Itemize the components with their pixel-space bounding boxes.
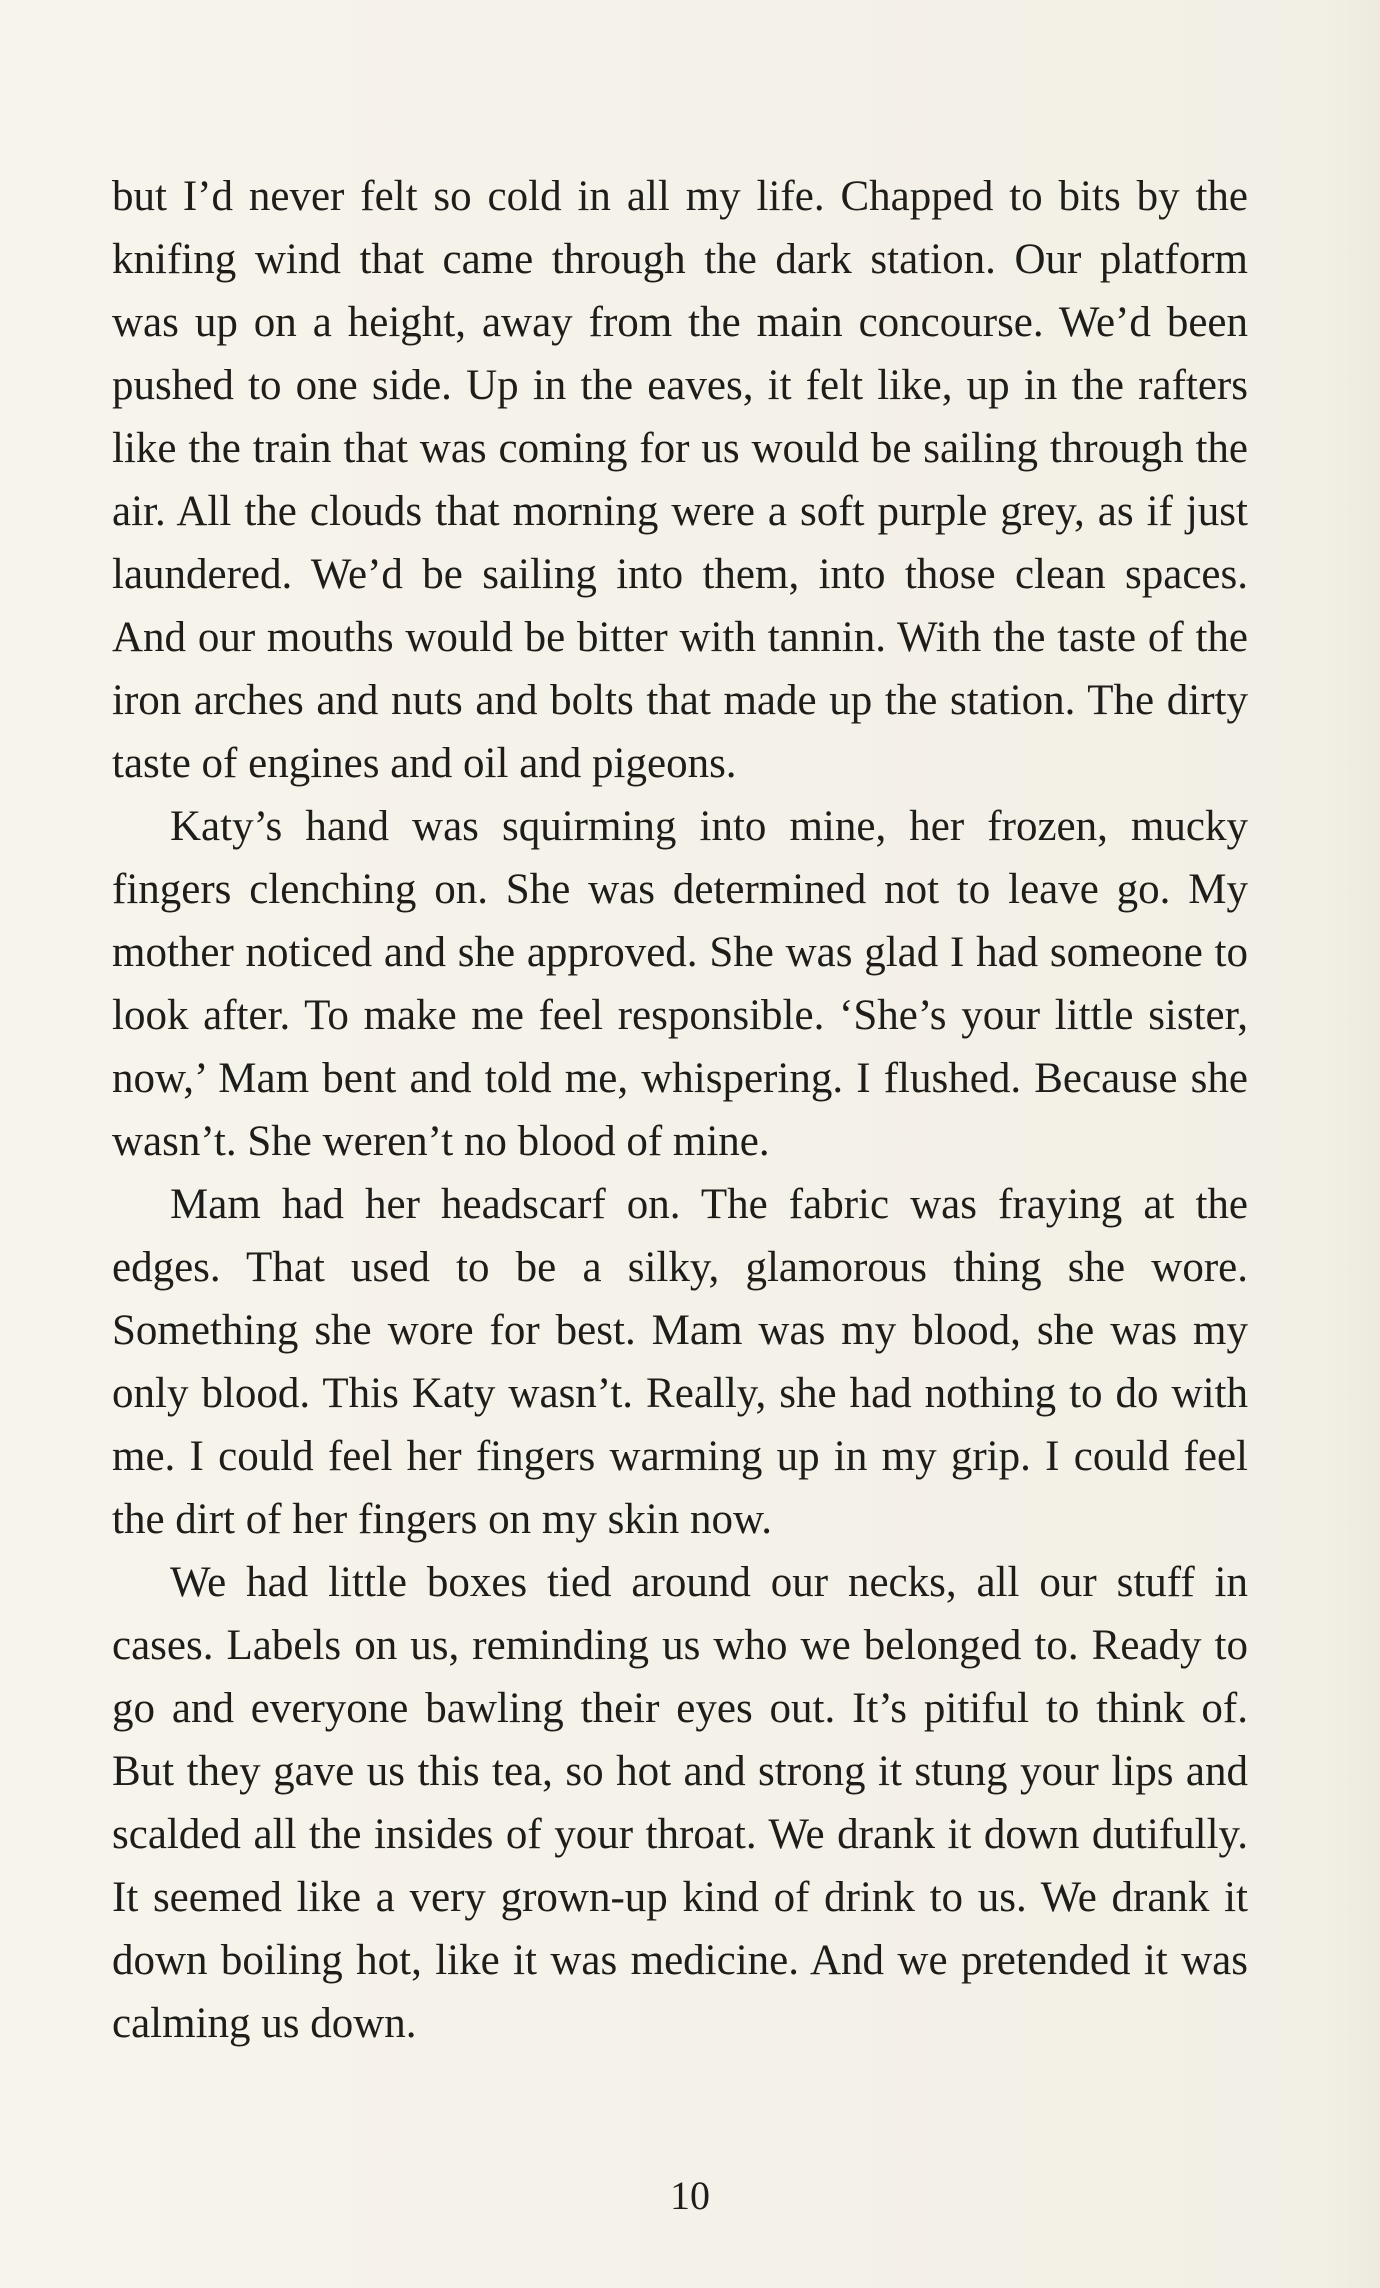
page-edge-shade xyxy=(1320,0,1380,2288)
paragraph-3: Mam had her headscarf on. The fabric was fraying at the edges. That used to be a silky, glamorous thing she wore. Something she wore for best. Mam was my blood, she was my only blood. This Katy wasn’t. Really, she had nothing to do with me. I could feel her fingers warming up in my grip. I could feel the dirt of her fingers on my skin now. xyxy=(112,1181,1248,1543)
body-text xyxy=(112,165,1248,2055)
paragraph-1: but I’d never felt so cold in all my life. Chapped to bits by the knifing wind that came through the dark station. Our platform was up on a height, away from the main concourse. We’d been pushed to one side. Up in the eaves, it felt like, up in the rafters like the train that was coming for us would be sailing through the air. All the clouds that morning were a soft purple grey, as if just laundered. We’d be sailing into them, into those clean spaces. And our mouths would be bitter with tannin. With the taste of the iron arches and nuts and bolts that made up the station. The dirty taste of engines and oil and pigeons. xyxy=(112,173,1248,787)
paragraph-4: We had little boxes tied around our necks, all our stuff in cases. Labels on us, reminding us who we belonged to. Ready to go and everyone bawling their eyes out. It’s pitiful to think of. But they gave us this tea, so hot and strong it stung your lips and scalded all the insides of your throat. We drank it down dutifully. It seemed like a very grown-up kind of drink to us. We drank it down boiling hot, like it was medicine. And we pretended it was calming us down. xyxy=(112,1559,1248,2047)
paragraph-2: Katy’s hand was squirming into mine, her frozen, mucky fingers clenching on. She was determined not to leave go. My mother noticed and she approved. She was glad I had someone to look after. To make me feel responsible. ‘She’s your little sister, now,’ Mam bent and told me, whispering. I flushed. Because she wasn’t. She weren’t no blood of mine. xyxy=(112,803,1248,1165)
page-number: 10 xyxy=(670,2173,710,2218)
